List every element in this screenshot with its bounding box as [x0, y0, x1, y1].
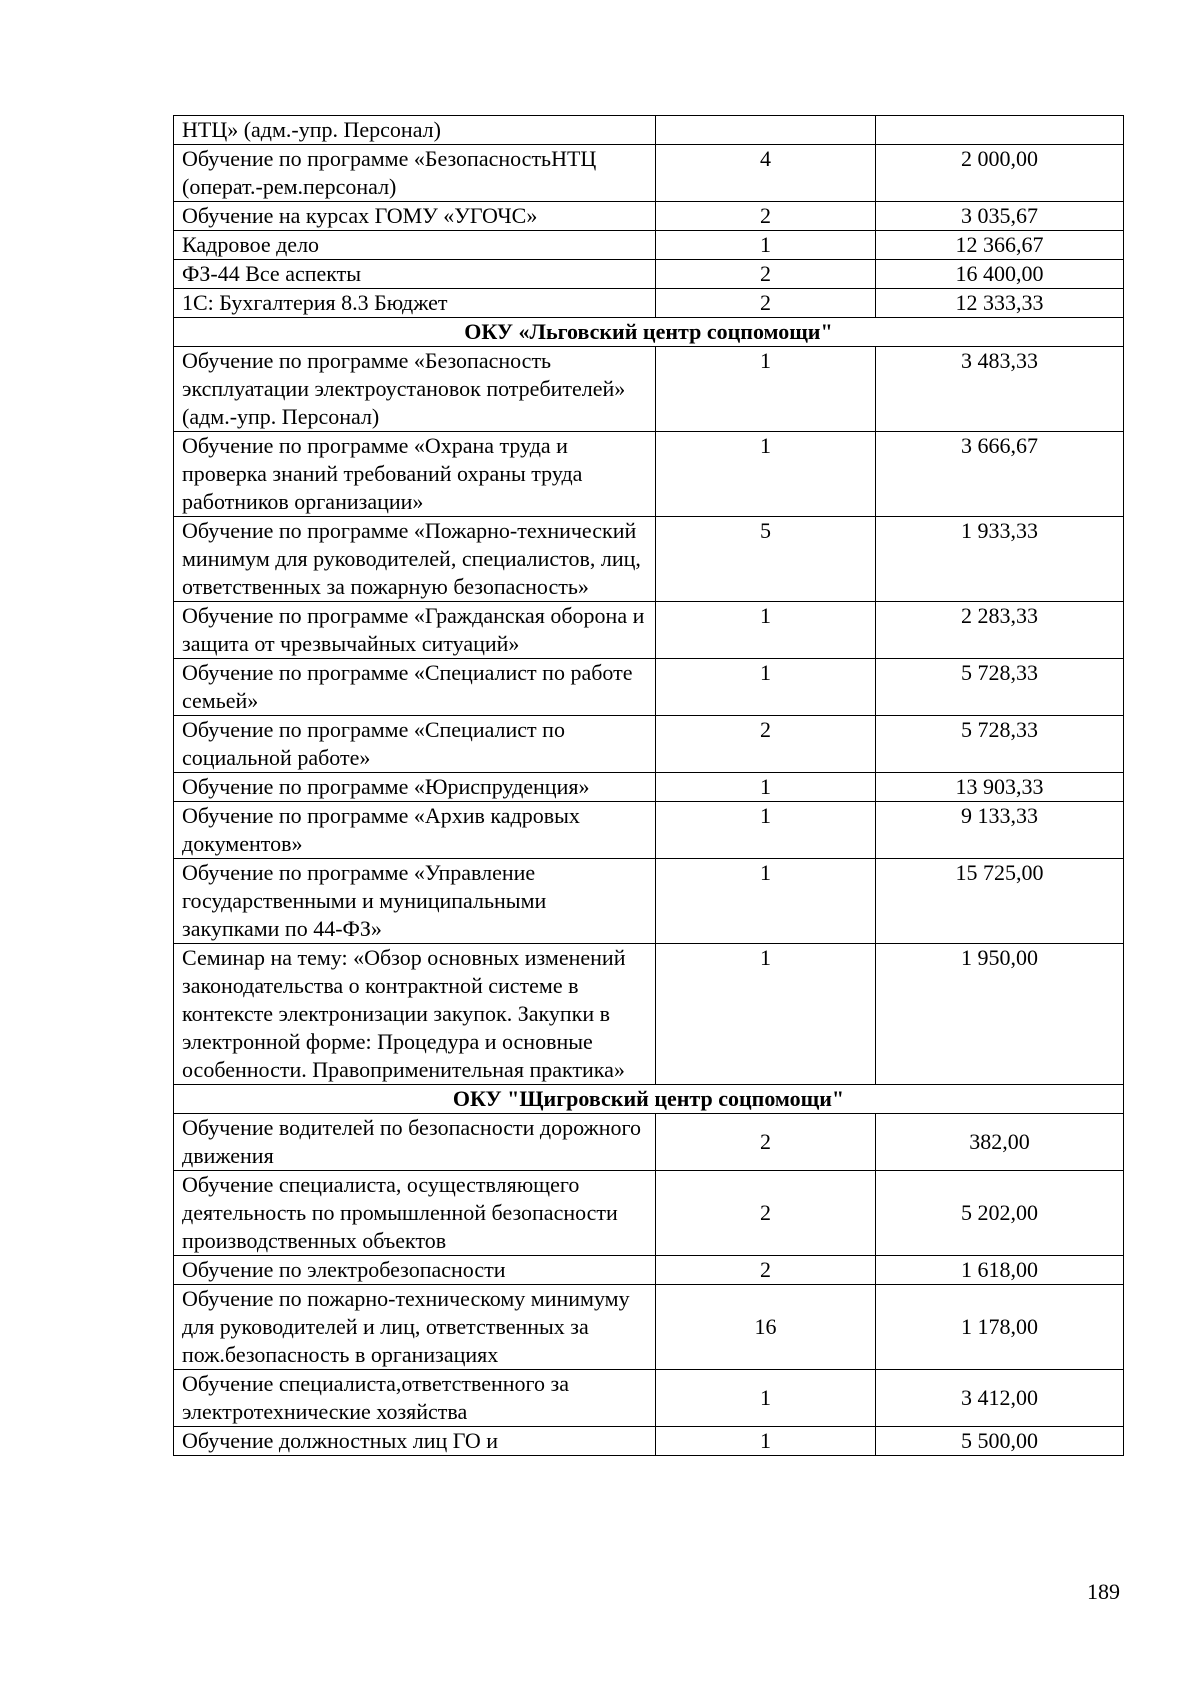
row-quantity: 1	[656, 432, 876, 517]
row-quantity: 16	[656, 1285, 876, 1370]
row-description: Обучение по программе «Архив кадровых документов»	[174, 802, 656, 859]
row-amount: 1 178,00	[876, 1285, 1124, 1370]
row-amount: 1 618,00	[876, 1256, 1124, 1285]
table-row	[174, 659, 1124, 716]
section-title: ОКУ «Льговский центр соцпомощи"	[174, 318, 1124, 347]
row-quantity: 2	[656, 289, 876, 318]
expenses-table	[173, 115, 1124, 1456]
row-amount: 382,00	[876, 1114, 1124, 1171]
row-quantity: 4	[656, 145, 876, 202]
row-amount: 9 133,33	[876, 802, 1124, 859]
table-row	[174, 1427, 1124, 1456]
row-amount: 12 366,67	[876, 231, 1124, 260]
row-amount: 1 933,33	[876, 517, 1124, 602]
row-description: Обучение по программе «Специалист по работе семьей»	[174, 659, 656, 716]
row-description: Обучение водителей по безопасности дорожного движения	[174, 1114, 656, 1171]
row-description: ФЗ-44 Все аспекты	[174, 260, 656, 289]
row-amount: 3 412,00	[876, 1370, 1124, 1427]
row-amount: 12 333,33	[876, 289, 1124, 318]
row-description: Обучение по программе «Гражданская оборона и защита от чрезвычайных ситуаций»	[174, 602, 656, 659]
table-row	[174, 1114, 1124, 1171]
row-description: Обучение по программе «Юриспруденция»	[174, 773, 656, 802]
row-description: Обучение на курсах ГОМУ «УГОЧС»	[174, 202, 656, 231]
row-description: Обучение по программе «Пожарно-технический минимум для руководителей, специалистов, лиц, ответственных за пожарную безопасность»	[174, 517, 656, 602]
table-row	[174, 260, 1124, 289]
row-quantity: 1	[656, 773, 876, 802]
table-row	[174, 1256, 1124, 1285]
table-row	[174, 202, 1124, 231]
table-row	[174, 289, 1124, 318]
row-description: Семинар на тему: «Обзор основных изменений законодательства о контрактной системе в контексте электронизации закупок. Закупки в электронной форме: Процедура и основные особенности. Правоприменительная практика»	[174, 944, 656, 1085]
section-title: ОКУ "Щигровский центр соцпомощи"	[174, 1085, 1124, 1114]
row-amount: 1 950,00	[876, 944, 1124, 1085]
row-description: Обучение по программе «БезопасностьНТЦ (операт.-рем.персонал)	[174, 145, 656, 202]
table-row	[174, 716, 1124, 773]
row-quantity: 2	[656, 1171, 876, 1256]
table-row	[174, 802, 1124, 859]
table-row	[174, 116, 1124, 145]
row-quantity: 1	[656, 859, 876, 944]
row-quantity	[656, 116, 876, 145]
row-description: Обучение по программе «Специалист по социальной работе»	[174, 716, 656, 773]
row-amount: 5 728,33	[876, 659, 1124, 716]
row-amount: 3 666,67	[876, 432, 1124, 517]
row-amount	[876, 116, 1124, 145]
table-body	[174, 116, 1124, 1456]
section-header-row	[174, 1085, 1124, 1114]
row-quantity: 1	[656, 944, 876, 1085]
row-description: НТЦ» (адм.-упр. Персонал)	[174, 116, 656, 145]
row-amount: 2 000,00	[876, 145, 1124, 202]
table-row	[174, 145, 1124, 202]
table-row	[174, 1285, 1124, 1370]
table-row	[174, 1171, 1124, 1256]
row-amount: 3 483,33	[876, 347, 1124, 432]
table-row	[174, 944, 1124, 1085]
row-description: Обучение по пожарно-техническому минимуму для руководителей и лиц, ответственных за пож.безопасность в организациях	[174, 1285, 656, 1370]
row-description: Обучение по электробезопасности	[174, 1256, 656, 1285]
row-amount: 15 725,00	[876, 859, 1124, 944]
row-quantity: 1	[656, 1370, 876, 1427]
row-amount: 5 728,33	[876, 716, 1124, 773]
row-amount: 3 035,67	[876, 202, 1124, 231]
table-row	[174, 347, 1124, 432]
table-row	[174, 432, 1124, 517]
row-quantity: 5	[656, 517, 876, 602]
row-quantity: 1	[656, 602, 876, 659]
row-description: Обучение по программе «Безопасность эксплуатации электроустановок потребителей» (адм.-упр. Персонал)	[174, 347, 656, 432]
row-description: Обучение специалиста, осуществляющего деятельность по промышленной безопасности производственных объектов	[174, 1171, 656, 1256]
row-description: Обучение по программе «Охрана труда и проверка знаний требований охраны труда работников организации»	[174, 432, 656, 517]
row-description: Обучение по программе «Управление государственными и муниципальными закупками по 44-ФЗ»	[174, 859, 656, 944]
row-quantity: 1	[656, 347, 876, 432]
table-row	[174, 517, 1124, 602]
table-row	[174, 602, 1124, 659]
page-number: 189	[1087, 1579, 1120, 1604]
table-row	[174, 773, 1124, 802]
row-quantity: 2	[656, 1256, 876, 1285]
table-row	[174, 1370, 1124, 1427]
row-quantity: 2	[656, 202, 876, 231]
row-quantity: 1	[656, 802, 876, 859]
table-row	[174, 231, 1124, 260]
row-quantity: 2	[656, 1114, 876, 1171]
row-quantity: 1	[656, 659, 876, 716]
row-description: Кадровое дело	[174, 231, 656, 260]
row-description: Обучение специалиста,ответственного за электротехнические хозяйства	[174, 1370, 656, 1427]
table-row	[174, 859, 1124, 944]
row-amount: 2 283,33	[876, 602, 1124, 659]
row-quantity: 2	[656, 716, 876, 773]
row-amount: 5 500,00	[876, 1427, 1124, 1456]
row-quantity: 2	[656, 260, 876, 289]
row-quantity: 1	[656, 1427, 876, 1456]
row-description: Обучение должностных лиц ГО и	[174, 1427, 656, 1456]
row-amount: 13 903,33	[876, 773, 1124, 802]
row-description: 1С: Бухгалтерия 8.3 Бюджет	[174, 289, 656, 318]
row-amount: 5 202,00	[876, 1171, 1124, 1256]
row-amount: 16 400,00	[876, 260, 1124, 289]
row-quantity: 1	[656, 231, 876, 260]
section-header-row	[174, 318, 1124, 347]
